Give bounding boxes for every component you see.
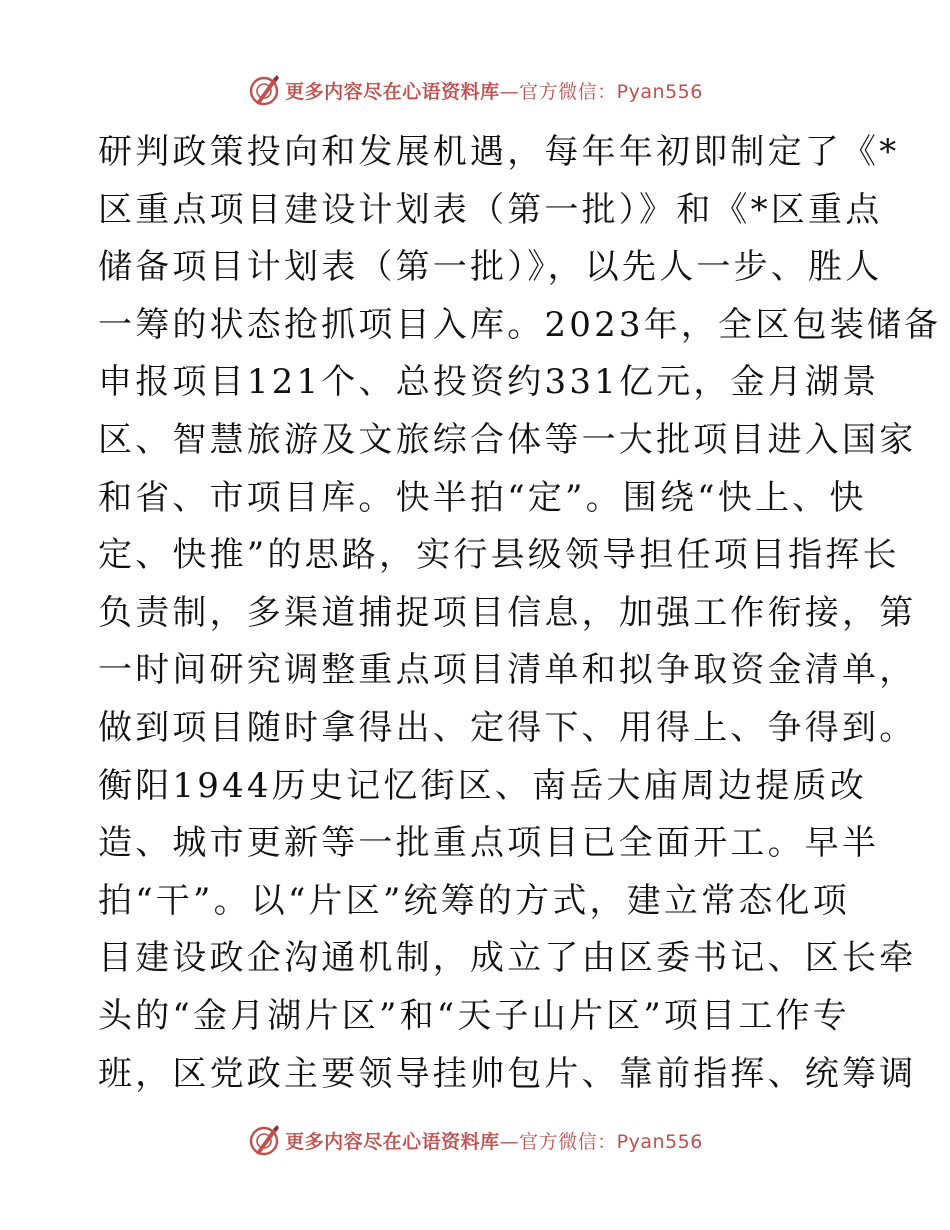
banner-brand: 更多内容尽在心语资料库 [285,1130,500,1153]
text-line: 区、智慧旅游及文旅综合体等一大批项目进入国家 [98,419,917,460]
banner-brand: 更多内容尽在心语资料库 [285,80,500,103]
banner-separator: — [499,1130,520,1153]
banner-separator: — [499,80,520,103]
text-line: 研判政策投向和发展机遇，每年年初即制定了《* [98,132,900,172]
header-banner [0,70,950,110]
banner-wechat: 官方微信：Pyan556 [519,1130,703,1153]
text-line: 和省、市项目库。快半拍“定”。围绕“快上、快 [98,477,867,518]
text-line: 头的“金月湖片区”和“天子山片区”项目工作专 [98,995,850,1036]
footer-banner [0,1120,950,1160]
banner-wechat: 官方微信：Pyan556 [519,80,703,103]
text-line: 衡阳1944历史记忆街区、南岳大庙周边提质改 [98,765,867,806]
text-line: 一筹的状态抢抓项目入库。2023年，全区包装储备 [98,304,942,345]
text-line: 储备项目计划表（第一批）》，以先人一步、胜人 [98,247,883,288]
text-line: 区重点项目建设计划表（第一批）》和《*区重点 [98,189,883,230]
text-line: 申报项目121个、总投资约331亿元，金月湖景 [98,362,880,403]
text-line: 负责制，多渠道捕捉项目信息，加强工作衔接，第 [98,592,917,633]
banner-text [285,1127,703,1154]
banner-text [285,77,703,104]
pen-seal-logo-icon [247,1123,281,1157]
text-line: 做到项目随时拿得出、定得下、用得上、争得到。 [98,707,917,748]
pen-seal-logo-icon [247,73,281,107]
text-line: 拍“干”。以“片区”统筹的方式，建立常态化项 [98,880,850,921]
text-line: 造、城市更新等一批重点项目已全面开工。早半 [98,823,880,864]
text-line: 一时间研究调整重点项目清单和拟争取资金清单， [98,650,917,691]
text-line: 定、快推”的思路，实行县级领导担任项目指挥长 [98,535,900,576]
text-line: 班，区党政主要领导挂帅包片、靠前指挥、统筹调 [98,1053,917,1094]
text-line: 目建设政企沟通机制，成立了由区委书记、区长牵 [98,938,917,979]
document-body [98,124,942,1103]
